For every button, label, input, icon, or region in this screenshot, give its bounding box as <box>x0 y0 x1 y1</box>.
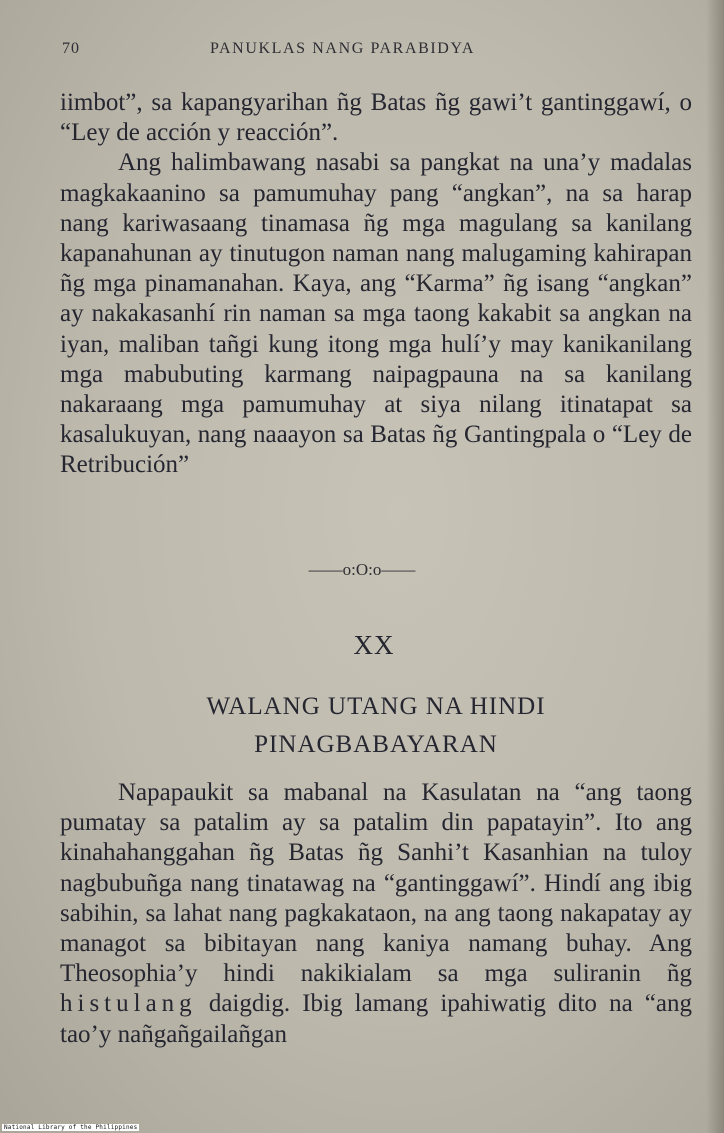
running-title: PANUKLAS NANG PARABIDYA <box>210 40 475 57</box>
running-head <box>62 40 684 66</box>
section-2-text <box>60 778 692 1050</box>
paragraph-text-end: daigdig. Ibig lamang ipahiwatig dito na “ang tao’y nañgañgailañgan <box>60 990 693 1048</box>
page-number: 70 <box>62 40 80 57</box>
chapter-title: WALANG UTANG NA HINDI PINAGBABAYARAN <box>206 693 546 758</box>
paragraph-text-start: Napapaukit sa mabanal na Kasulatan na “ang taong pumatay sa patalim ay sa patalim din papatayin”. Ito ang kinahahanggahan ñg Batas ñg Sanhi’t Kasanhian na tuloy nagbubuñga nang tinatawag na “gantinggawí”. Hindí ang ibig sabihin, sa lahat nang pagkakataon, na ang taong nakapatay ay managot sa bibitayan nang kaniya namang buhay. Ang Theosophia’y hindi nakikialam sa mga suliranin ñg <box>60 779 692 988</box>
chapter-number: XX <box>353 630 395 660</box>
section-separator: ——o:O:o—— <box>308 560 416 579</box>
paragraph-karma: Ang halimbawang nasabi sa pangkat na una’y madalas magkakaanino sa pamumuhay pang “angkan”, na sa harap nang kariwasaang tinamasa ñg mga magulang sa kanilang kapanahunan ay tinutugon naman nang malugaming kahirapan ñg mga pinamanahan. Kaya, ang “Karma” ñg isang “angkan” ay nakakasanhí rin naman sa mga taong kakabit sa angkan na iyan, maliban tañgi kung itong mga hulí’y may kanikanilang mga mabubuting karmang naipagpauna na sa kanilang nakaraang mga pamumuhay at siya nilang itinatapat sa kasalukuyan, nang naaayon sa Batas ñg Gantingpala o “Ley de Retribución” <box>60 149 692 479</box>
continued-paragraph: iimbot”, sa kapangyarihan ñg Batas ñg gawi’t gantinggawí, o “Ley de acción y reacción”. <box>60 89 692 147</box>
spaced-word: histulang <box>60 990 197 1018</box>
library-credit: National Library of the Philippines <box>4 1124 138 1131</box>
paragraph-chapter-xx <box>60 778 692 1050</box>
section-1-text <box>60 88 692 481</box>
